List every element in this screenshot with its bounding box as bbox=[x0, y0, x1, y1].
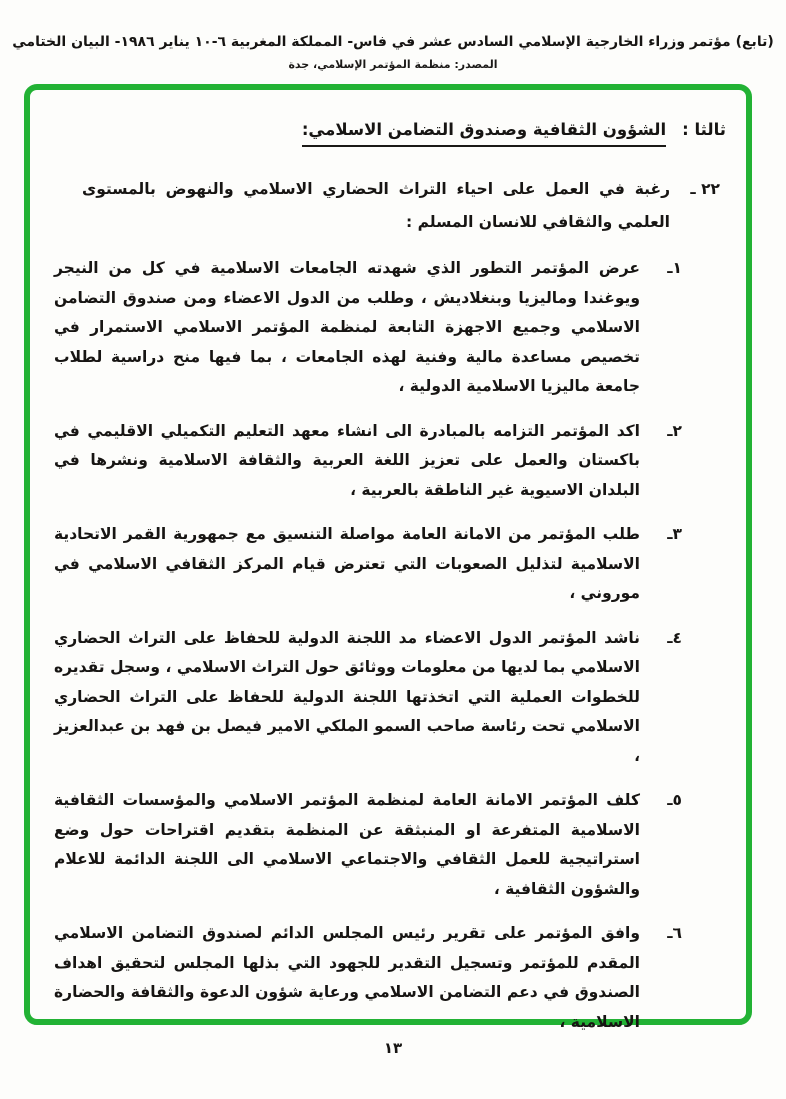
list-item bbox=[54, 786, 726, 904]
content-frame bbox=[24, 84, 752, 1031]
list-item bbox=[54, 624, 726, 772]
item-text: عرض المؤتمر التطور الذي شهدته الجامعات الاسلامية في كل من النيجر ويوغندا وماليزيا وبنغلاديش ، وطلب من الدول الاعضاء ومن صندوق التضامن الاسلامي وجميع الاجهزة التابعة لمنظمة المؤتمر الاسلامي الاستمرار في تخصيص مساعدة مالية وفنية لهذه الجامعات ، بما فيها منح دراسية لطلاب جامعة ماليزيا الاسلامية الدولية ، bbox=[54, 259, 640, 395]
item-text: طلب المؤتمر من الامانة العامة مواصلة التنسيق مع جمهورية القمر الاتحادية الاسلامية لتذليل الصعوبات التي تعترض قيام المركز الثقافي الاسلامي في موروني ، bbox=[54, 525, 640, 602]
item-number: ٦ـ bbox=[667, 924, 682, 942]
section-title: الشؤون الثقافية وصندوق التضامن الاسلامي: bbox=[302, 120, 666, 147]
item-number: ٤ـ bbox=[667, 628, 682, 647]
list-item bbox=[54, 919, 726, 1037]
page-number: ١٣ bbox=[383, 1039, 403, 1057]
item-number: ٢ـ bbox=[667, 421, 682, 440]
list-item bbox=[54, 417, 726, 506]
clause-22-text: رغبة في العمل على احياء التراث الحضاري الاسلامي والنهوض بالمستوى العلمي والثقافي للانسان المسلم : bbox=[82, 180, 670, 231]
header-source: المصدر: منظمة المؤتمر الإسلامي، جدة bbox=[288, 58, 498, 71]
item-number: ٣ـ bbox=[667, 525, 682, 543]
item-text: ناشد المؤتمر الدول الاعضاء مد اللجنة الدولية للحفاظ على التراث الحضاري الاسلامي بما لديها من معلومات ووثائق حول التراث الاسلامي ، وسجل تقديره للخطوات العملية التي اتخذتها اللجنة الدولية للحفاظ على التراث الحضاري الاسلامي تحت رئاسة صاحب السمو الملكي الامير فيصل بن فهد بن عبدالعزيز ، bbox=[54, 628, 640, 765]
item-text: كلف المؤتمر الامانة العامة لمنظمة المؤتمر الاسلامي والمؤسسات الثقافية الاسلامية المتفرعة او المنبثقة عن المنظمة بتقديم اقتراحات حول وضع استراتيجية للعمل الثقافي والاجتماعي الاسلامي الى اللجنة الدائمة للاعلام والشؤون الثقافية ، bbox=[54, 791, 640, 898]
item-number: ١ـ bbox=[667, 259, 682, 277]
header-title: (تابع) مؤتمر وزراء الخارجية الإسلامي السادس عشر في فاس- المملكة المغربية ٦-١٠ يناير ١٩٨٦- البيان الختامي bbox=[12, 34, 774, 50]
item-number: ٥ـ bbox=[667, 791, 682, 809]
clause-22-number: ٢٢ ـ bbox=[690, 180, 720, 198]
list-item bbox=[54, 520, 726, 609]
page-header bbox=[0, 0, 786, 71]
page-footer bbox=[0, 1039, 786, 1057]
section-heading bbox=[54, 120, 726, 147]
clause-22 bbox=[54, 173, 726, 239]
section-label: ثالثا : bbox=[682, 120, 726, 139]
item-text: وافق المؤتمر على تقرير رئيس المجلس الدائم لصندوق التضامن الاسلامي المقدم للمؤتمر وتسجيل التقدير للجهود التي بذلها المجلس لتحقيق اهداف الصندوق في دعم التضامن الاسلامي ورعاية شؤون الدعوة والثقافة والحضارة الاسلامية ، bbox=[54, 924, 640, 1031]
item-text: اكد المؤتمر التزامه بالمبادرة الى انشاء معهد التعليم التكميلي الاقليمي في باكستان والعمل على تعزيز اللغة العربية والثقافة الاسلامية ونشرها في البلدان الاسيوية غير الناطقة بالعربية ، bbox=[54, 421, 640, 499]
list-item bbox=[54, 254, 726, 402]
